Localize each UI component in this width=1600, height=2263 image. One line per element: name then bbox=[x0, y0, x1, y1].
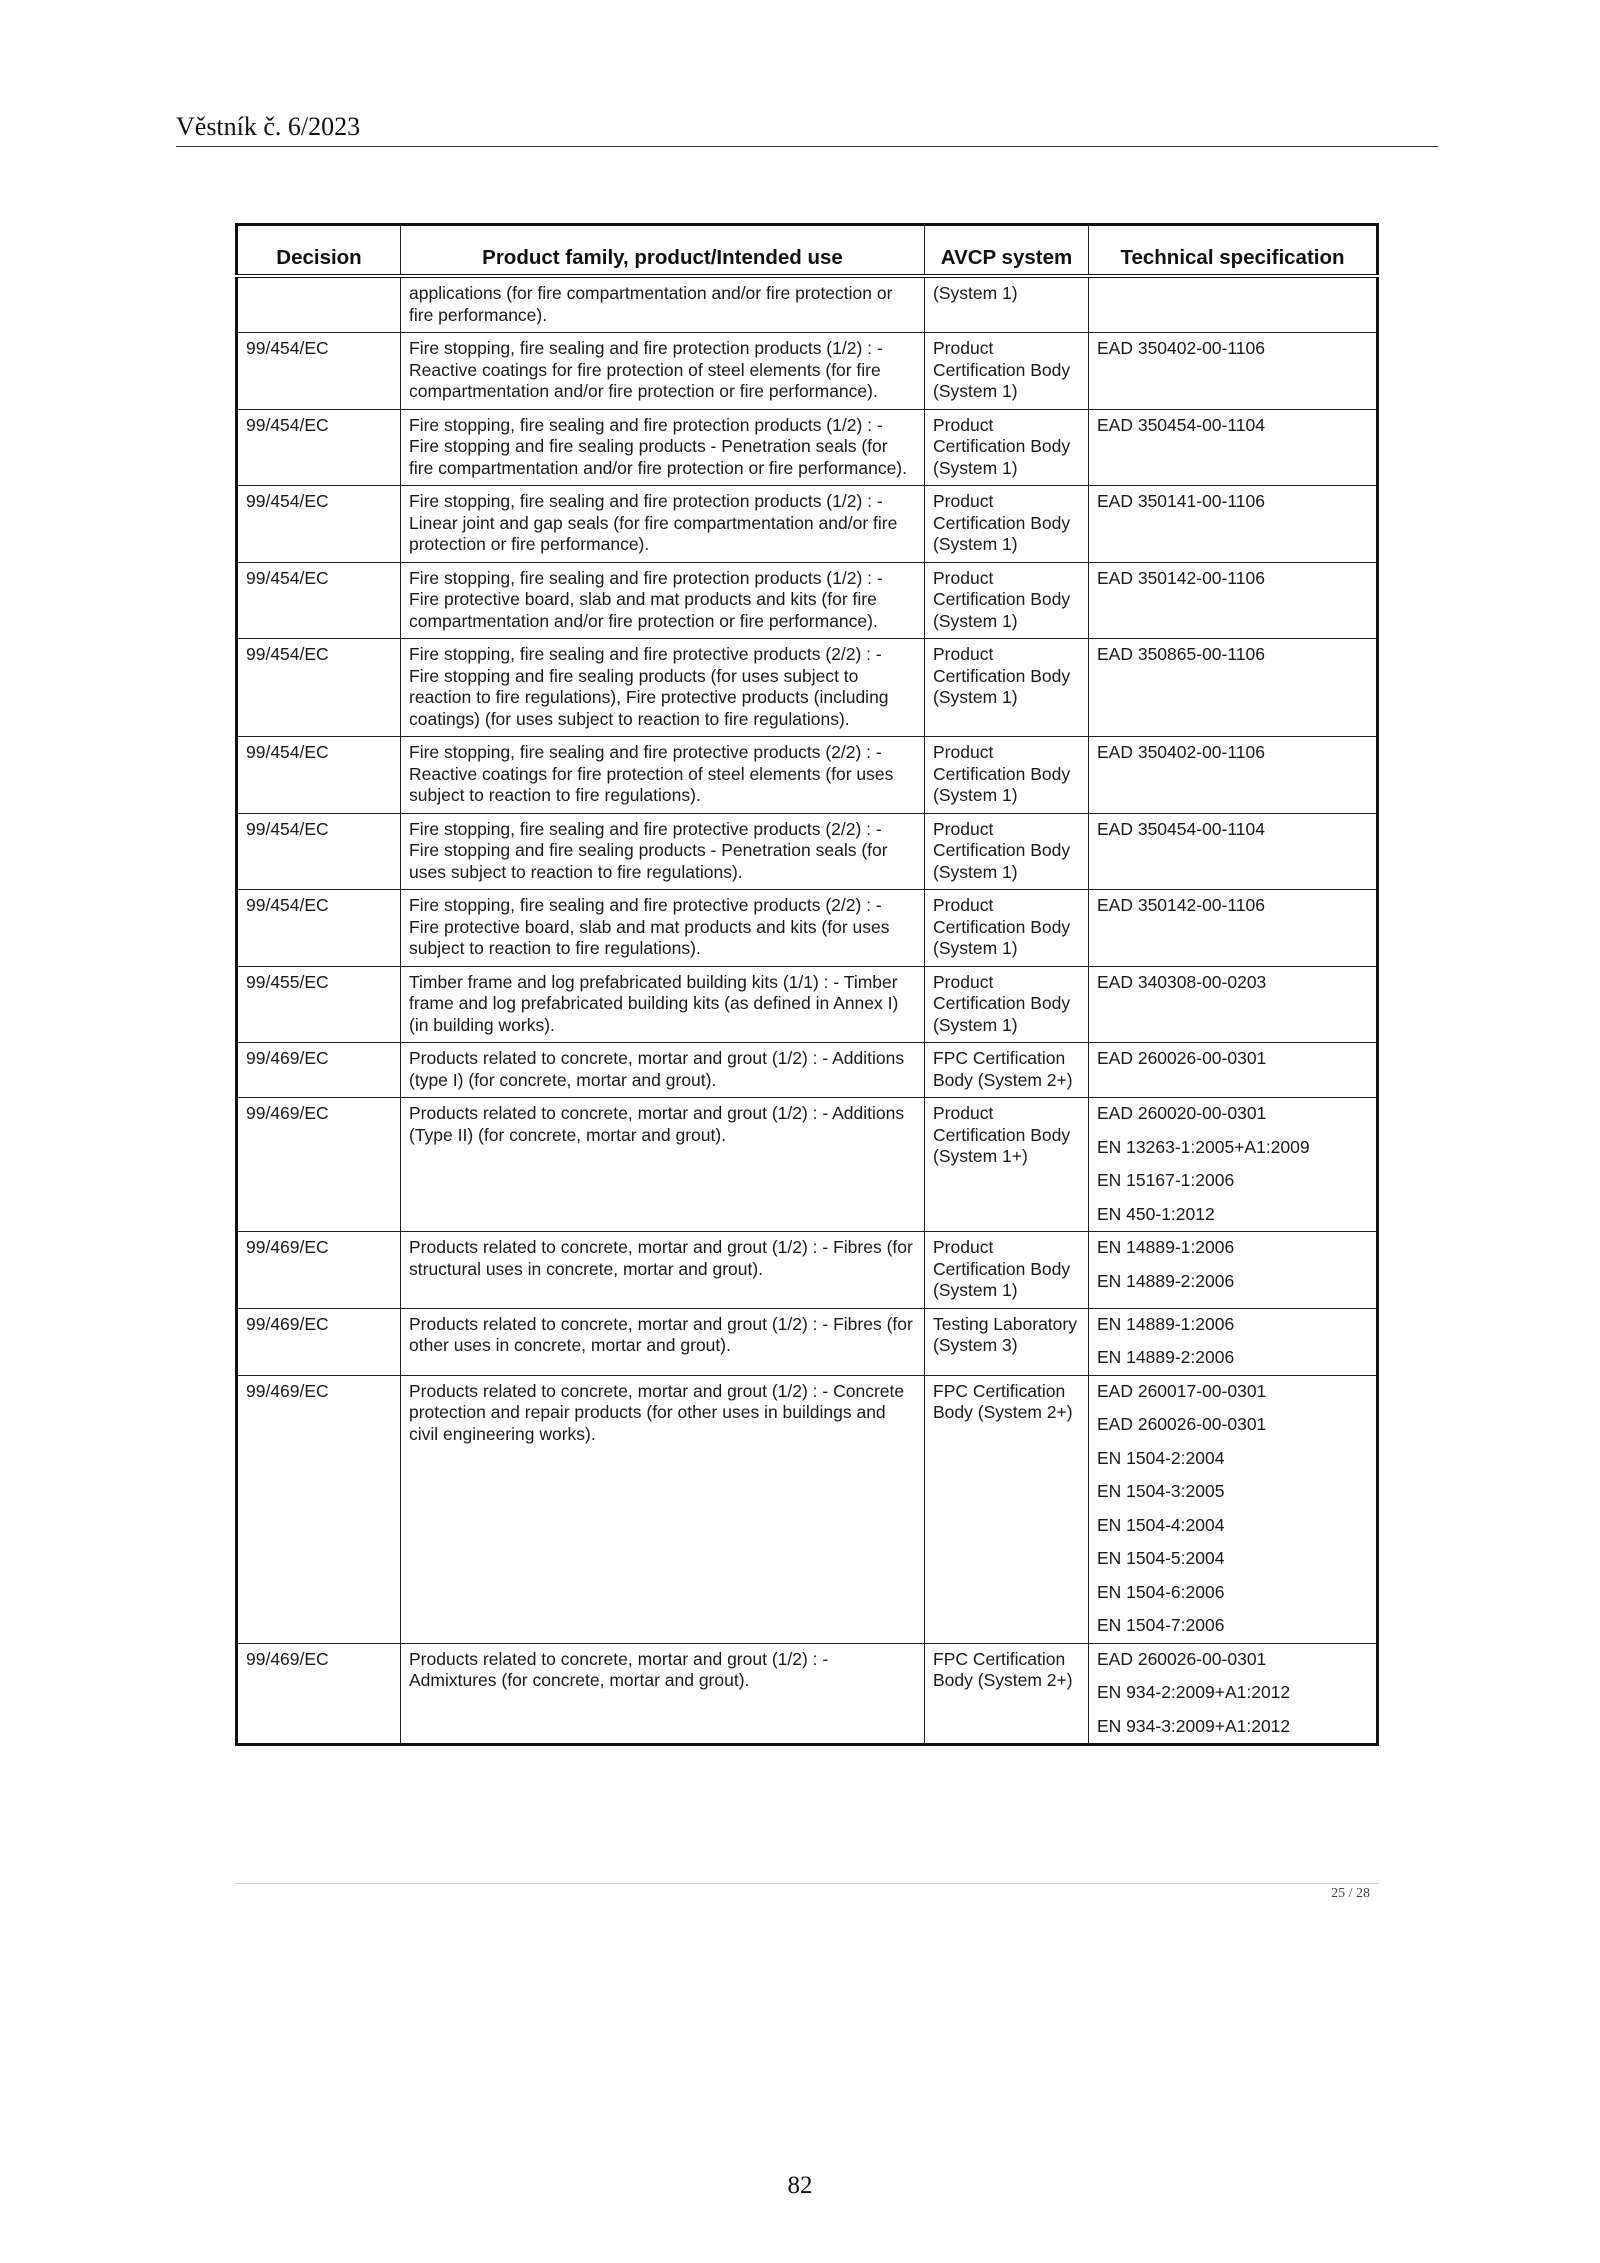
decision-cell: 99/454/EC bbox=[237, 890, 401, 967]
avcp-cell: Product Certification Body (System 1) bbox=[925, 409, 1089, 486]
product-cell: Timber frame and log prefabricated building kits (1/1) : - Timber frame and log prefabricated building kits (as defined in Annex I) (in building works). bbox=[401, 966, 925, 1043]
avcp-cell: Product Certification Body (System 1) bbox=[925, 562, 1089, 639]
decision-cell: 99/454/EC bbox=[237, 562, 401, 639]
table-row bbox=[237, 1308, 1378, 1375]
decision-cell: 99/469/EC bbox=[237, 1375, 401, 1643]
product-cell: Fire stopping, fire sealing and fire protective products (2/2) : - Fire protective board, slab and mat products and kits (for uses subject to reaction to fire regulations). bbox=[401, 890, 925, 967]
avcp-cell: Product Certification Body (System 1) bbox=[925, 737, 1089, 814]
specification-item: EN 1504-2:2004 bbox=[1097, 1447, 1225, 1468]
product-cell: Fire stopping, fire sealing and fire protective products (2/2) : - Fire stopping and fire sealing products - Penetration seals (for uses subject to reaction to fire regulations). bbox=[401, 813, 925, 890]
product-cell: Products related to concrete, mortar and grout (1/2) : - Additions (type I) (for concrete, mortar and grout). bbox=[401, 1043, 925, 1098]
column-header-technical-specification: Technical specification bbox=[1089, 225, 1378, 277]
decision-cell: 99/454/EC bbox=[237, 737, 401, 814]
product-cell: Products related to concrete, mortar and grout (1/2) : - Fibres (for structural uses in concrete, mortar and grout). bbox=[401, 1232, 925, 1309]
specification-item: EAD 350402-00-1106 bbox=[1097, 742, 1265, 762]
specification-item: EN 14889-2:2006 bbox=[1097, 1270, 1235, 1291]
decision-cell: 99/454/EC bbox=[237, 813, 401, 890]
decision-cell: 99/454/EC bbox=[237, 639, 401, 737]
specification-item: EN 934-3:2009+A1:2012 bbox=[1097, 1715, 1291, 1736]
technical-specification-cell bbox=[1089, 1043, 1378, 1098]
specification-item: EN 15167-1:2006 bbox=[1097, 1170, 1235, 1190]
page-header-title: Věstník č. 6/2023 bbox=[176, 112, 361, 141]
avcp-cell: Product Certification Body (System 1) bbox=[925, 813, 1089, 890]
avcp-cell: FPC Certification Body (System 2+) bbox=[925, 1375, 1089, 1643]
specification-item: EN 1504-4:2004 bbox=[1097, 1514, 1225, 1535]
avcp-cell: FPC Certification Body (System 2+) bbox=[925, 1043, 1089, 1098]
avcp-cell: Product Certification Body (System 1) bbox=[925, 890, 1089, 967]
specification-item: EAD 350402-00-1106 bbox=[1097, 338, 1265, 358]
table-row bbox=[237, 1043, 1378, 1098]
table-header-row bbox=[237, 225, 1378, 277]
page-number: 82 bbox=[787, 2172, 813, 2199]
table-row bbox=[237, 1375, 1378, 1643]
avcp-cell: Product Certification Body (System 1) bbox=[925, 966, 1089, 1043]
decision-cell bbox=[237, 276, 401, 333]
page-counter: 25 / 28 bbox=[1331, 1886, 1370, 1901]
table-row bbox=[237, 1643, 1378, 1745]
specification-item: EAD 350454-00-1104 bbox=[1097, 414, 1265, 435]
technical-specification-cell bbox=[1089, 966, 1378, 1043]
specification-item: EN 14889-1:2006 bbox=[1097, 1313, 1235, 1334]
table-row bbox=[237, 813, 1378, 890]
technical-specification-cell bbox=[1089, 890, 1378, 967]
avcp-cell: FPC Certification Body (System 2+) bbox=[925, 1643, 1089, 1745]
table-row bbox=[237, 1098, 1378, 1232]
technical-specification-cell bbox=[1089, 276, 1378, 333]
specification-item: EN 1504-5:2004 bbox=[1097, 1548, 1225, 1568]
technical-specification-cell bbox=[1089, 1375, 1378, 1643]
technical-specification-cell bbox=[1089, 409, 1378, 486]
specification-item: EAD 260017-00-0301 bbox=[1097, 1380, 1267, 1401]
table-row bbox=[237, 890, 1378, 967]
avcp-cell: (System 1) bbox=[925, 276, 1089, 333]
table-row bbox=[237, 486, 1378, 563]
specification-item: EAD 350142-00-1106 bbox=[1097, 895, 1265, 915]
specification-item: EAD 340308-00-0203 bbox=[1097, 971, 1267, 992]
avcp-cell: Product Certification Body (System 1+) bbox=[925, 1098, 1089, 1232]
table-row bbox=[237, 1232, 1378, 1309]
decision-cell: 99/469/EC bbox=[237, 1232, 401, 1309]
specification-item: EAD 260026-00-0301 bbox=[1097, 1414, 1267, 1434]
product-cell: Products related to concrete, mortar and grout (1/2) : - Fibres (for other uses in concrete, mortar and grout). bbox=[401, 1308, 925, 1375]
technical-specification-cell bbox=[1089, 1643, 1378, 1745]
product-cell: Fire stopping, fire sealing and fire protection products (1/2) : - Linear joint and gap seals (for fire compartmentation and/or fire protection or fire performance). bbox=[401, 486, 925, 563]
technical-specification-cell bbox=[1089, 486, 1378, 563]
avcp-cell: Product Certification Body (System 1) bbox=[925, 1232, 1089, 1309]
technical-specification-cell bbox=[1089, 1308, 1378, 1375]
specification-item: EAD 350141-00-1106 bbox=[1097, 491, 1265, 511]
table-row bbox=[237, 966, 1378, 1043]
product-cell: Products related to concrete, mortar and grout (1/2) : - Additions (Type II) (for concrete, mortar and grout). bbox=[401, 1098, 925, 1232]
avcp-cell: Testing Laboratory (System 3) bbox=[925, 1308, 1089, 1375]
technical-specification-cell bbox=[1089, 1232, 1378, 1309]
decision-cell: 99/469/EC bbox=[237, 1043, 401, 1098]
specification-item: EAD 260026-00-0301 bbox=[1097, 1048, 1267, 1068]
technical-specification-cell bbox=[1089, 333, 1378, 410]
technical-specification-cell bbox=[1089, 1098, 1378, 1232]
specification-item: EN 934-2:2009+A1:2012 bbox=[1097, 1682, 1291, 1702]
table-row bbox=[237, 639, 1378, 737]
technical-specification-cell bbox=[1089, 737, 1378, 814]
decision-cell: 99/469/EC bbox=[237, 1308, 401, 1375]
specification-item: EAD 350865-00-1106 bbox=[1097, 644, 1265, 664]
specification-item: EN 1504-3:2005 bbox=[1097, 1481, 1225, 1501]
specification-item: EAD 350454-00-1104 bbox=[1097, 818, 1265, 839]
decision-cell: 99/469/EC bbox=[237, 1643, 401, 1745]
table-row bbox=[237, 333, 1378, 410]
avcp-cell: Product Certification Body (System 1) bbox=[925, 333, 1089, 410]
product-cell: Fire stopping, fire sealing and fire protective products (2/2) : - Fire stopping and fire sealing products (for uses subject to reaction to fire regulations), Fire protective products (including coatings) (for uses subject to reaction to fire regulations). bbox=[401, 639, 925, 737]
product-cell: Fire stopping, fire sealing and fire protection products (1/2) : - Fire stopping and fire sealing products - Penetration seals (for fire compartmentation and/or fire protection or fire performance). bbox=[401, 409, 925, 486]
specification-item: EN 14889-1:2006 bbox=[1097, 1237, 1235, 1257]
footer-divider bbox=[235, 1883, 1379, 1884]
product-cell: Products related to concrete, mortar and grout (1/2) : - Admixtures (for concrete, mortar and grout). bbox=[401, 1643, 925, 1745]
table-body bbox=[237, 276, 1378, 1745]
product-cell: Fire stopping, fire sealing and fire protection products (1/2) : - Reactive coatings for fire protection of steel elements (for fire compartmentation and/or fire protection or fire performance). bbox=[401, 333, 925, 410]
specification-item: EAD 260020-00-0301 bbox=[1097, 1103, 1267, 1123]
decision-cell: 99/454/EC bbox=[237, 486, 401, 563]
specification-item: EN 1504-6:2006 bbox=[1097, 1581, 1225, 1602]
specification-item: EAD 260026-00-0301 bbox=[1097, 1648, 1267, 1669]
product-cell: Fire stopping, fire sealing and fire protective products (2/2) : - Reactive coatings for fire protection of steel elements (for uses subject to reaction to fire regulations). bbox=[401, 737, 925, 814]
table-row bbox=[237, 276, 1378, 333]
table-row bbox=[237, 409, 1378, 486]
avcp-cell: Product Certification Body (System 1) bbox=[925, 639, 1089, 737]
decision-cell: 99/469/EC bbox=[237, 1098, 401, 1232]
specification-item: EN 13263-1:2005+A1:2009 bbox=[1097, 1136, 1310, 1157]
decision-cell: 99/454/EC bbox=[237, 333, 401, 410]
decision-cell: 99/455/EC bbox=[237, 966, 401, 1043]
specification-item: EAD 350142-00-1106 bbox=[1097, 567, 1265, 588]
decision-cell: 99/454/EC bbox=[237, 409, 401, 486]
technical-specification-cell bbox=[1089, 813, 1378, 890]
technical-specification-cell bbox=[1089, 639, 1378, 737]
product-cell: applications (for fire compartmentation and/or fire protection or fire performance). bbox=[401, 276, 925, 333]
table-row bbox=[237, 737, 1378, 814]
product-table bbox=[235, 223, 1379, 1746]
avcp-cell: Product Certification Body (System 1) bbox=[925, 486, 1089, 563]
product-cell: Products related to concrete, mortar and grout (1/2) : - Concrete protection and repair products (for other uses in buildings and civil engineering works). bbox=[401, 1375, 925, 1643]
column-header-decision: Decision bbox=[237, 225, 401, 277]
column-header-product: Product family, product/Intended use bbox=[401, 225, 925, 277]
technical-specification-cell bbox=[1089, 562, 1378, 639]
header-divider bbox=[176, 146, 1438, 147]
specification-item: EN 450-1:2012 bbox=[1097, 1203, 1215, 1224]
table-row bbox=[237, 562, 1378, 639]
specification-item: EN 14889-2:2006 bbox=[1097, 1347, 1235, 1367]
product-cell: Fire stopping, fire sealing and fire protection products (1/2) : - Fire protective board, slab and mat products and kits (for fire compartmentation and/or fire protection or fire performance). bbox=[401, 562, 925, 639]
specification-item: EN 1504-7:2006 bbox=[1097, 1615, 1225, 1635]
column-header-avcp: AVCP system bbox=[925, 225, 1089, 277]
